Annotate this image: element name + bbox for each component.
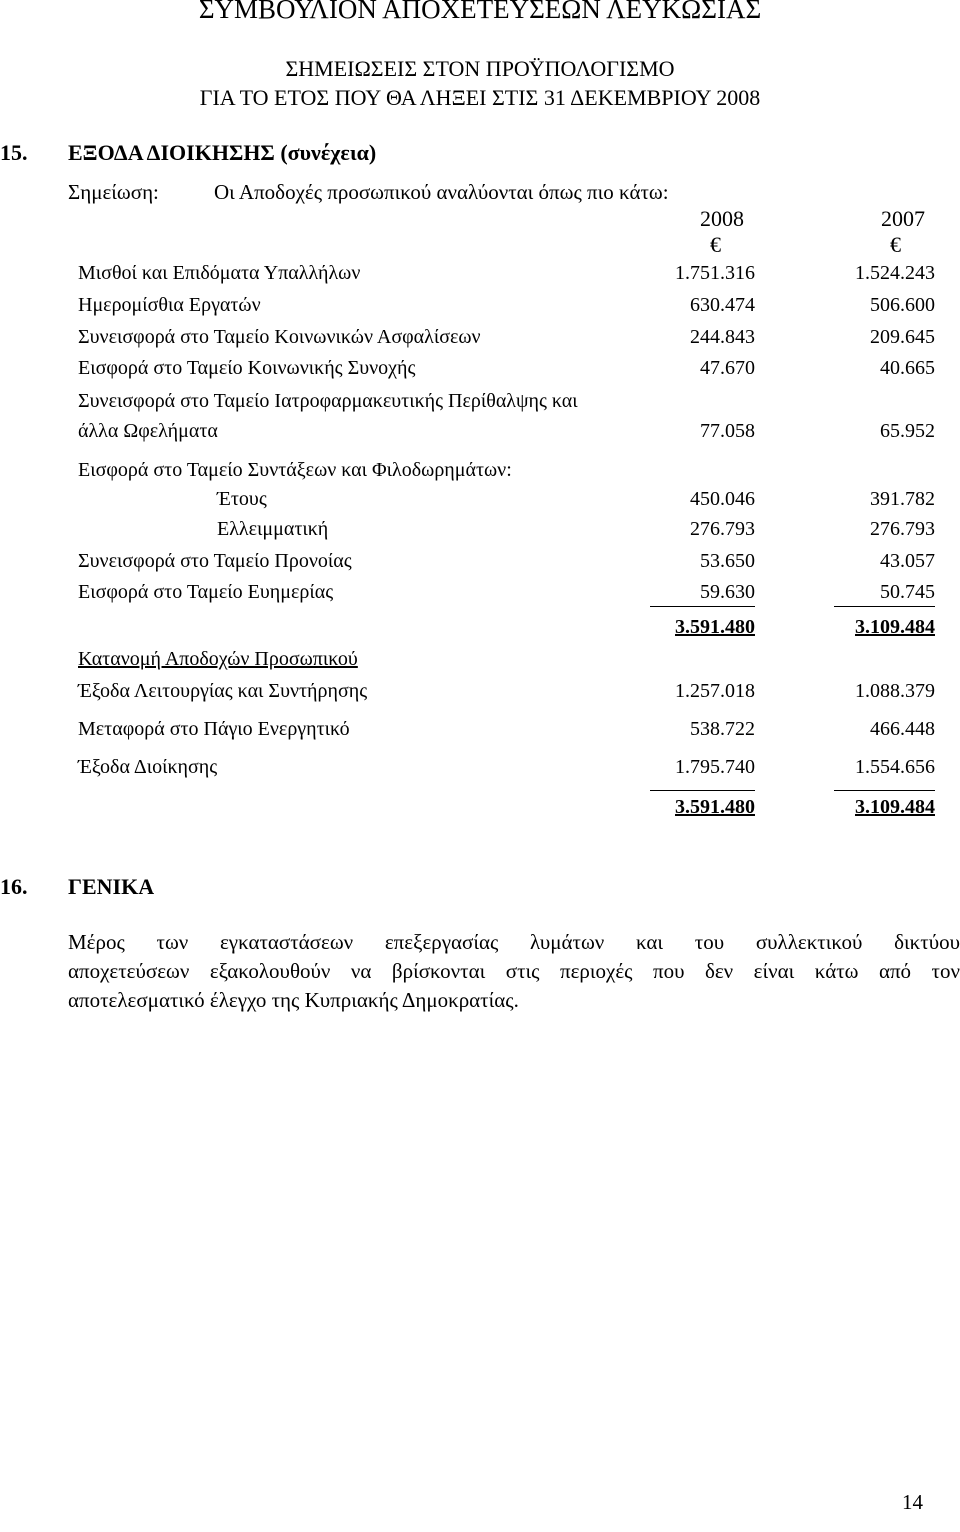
subtotal-rule-2007 (834, 606, 935, 607)
page-number: 14 (902, 1490, 923, 1514)
total-rule-2007 (834, 790, 935, 791)
row-value-2008: 53.650 (700, 550, 755, 572)
row-value-2008: 450.046 (690, 488, 755, 510)
general-paragraph (68, 928, 960, 1015)
note-label: Σημείωση: (68, 180, 159, 204)
allocation-title: Κατανομή Αποδοχών Προσωπικού (78, 648, 358, 670)
currency-2008: € (710, 232, 721, 257)
subtotal-rule-2008 (650, 606, 755, 607)
paragraph-line-1: Μέρος των εγκαταστάσεων επεξεργασίας λυμάτων και του συλλεκτικού δικτύου (68, 930, 960, 954)
allocation-value-2007: 1.088.379 (855, 680, 935, 702)
section-15-number: 15. (0, 140, 28, 165)
row-value-2008: 1.751.316 (675, 262, 755, 284)
row-value-2007: 1.524.243 (855, 262, 935, 284)
allocation-value-2007: 1.554.656 (855, 756, 935, 778)
row-label: Συνεισφορά στο Ταμείο Προνοίας (78, 550, 352, 572)
paragraph-line-2: αποχετεύσεων εξακολουθούν να βρίσκονται στις περιοχές που δεν είναι κάτω από τον (68, 959, 960, 983)
organization-title: ΣΥΜΒΟΥΛΙΟΝ ΑΠΟΧΕΤΕΥΣΕΩΝ ΛΕΥΚΩΣΙΑΣ (198, 0, 762, 24)
section-16-title: ΓΕΝΙΚΑ (68, 874, 155, 899)
grand-total-2007: 3.109.484 (855, 796, 935, 818)
row-label: Εισφορά στο Ταμείο Κοινωνικής Συνοχής (78, 357, 416, 379)
paragraph-line-3: αποτελεσματικό έλεγχο της Κυπριακής Δημοκρατίας. (68, 988, 519, 1012)
row-value-2008: 47.670 (700, 357, 755, 379)
total-2007: 3.109.484 (855, 616, 935, 638)
row-value-2007: 506.600 (870, 294, 935, 316)
row-label: Εισφορά στο Ταμείο Συντάξεων και Φιλοδωρημάτων: (78, 459, 512, 481)
allocation-label: Έξοδα Διοίκησης (78, 756, 218, 778)
row-label: Μισθοί και Επιδόματα Υπαλλήλων (78, 262, 361, 284)
year-2007-header: 2007 (881, 206, 925, 231)
allocation-value-2008: 538.722 (690, 718, 755, 740)
row-value-2008: 276.793 (690, 518, 755, 540)
row-value-2008: 630.474 (690, 294, 755, 316)
row-value-2007: 43.057 (880, 550, 935, 572)
allocation-label: Έξοδα Λειτουργίας και Συντήρησης (78, 680, 368, 702)
row-label: Ημερομίσθια Εργατών (78, 294, 261, 316)
section-15-title: ΕΞΟΔΑ ΔΙΟΙΚΗΣΗΣ (συνέχεια) (68, 140, 377, 165)
row-value-2008: 59.630 (700, 581, 755, 603)
row-value-2008: 77.058 (700, 420, 755, 442)
section-16-number: 16. (0, 874, 28, 899)
allocation-value-2008: 1.257.018 (675, 680, 755, 702)
row-label: άλλα Ωφελήματα (78, 420, 218, 442)
year-2008-header: 2008 (700, 206, 744, 231)
allocation-label: Μεταφορά στο Πάγιο Ενεργητικό (78, 718, 350, 740)
header-line-2: ΓΙΑ ΤΟ ΕΤΟΣ ΠΟΥ ΘΑ ΛΗΞΕΙ ΣΤΙΣ 31 ΔΕΚΕΜΒΡΙΟΥ 2008 (199, 85, 761, 110)
total-2008: 3.591.480 (675, 616, 755, 638)
currency-2007: € (890, 232, 901, 257)
row-label: Έτους (217, 488, 267, 510)
row-value-2007: 391.782 (870, 488, 935, 510)
row-label: Εισφορά στο Ταμείο Ευημερίας (78, 581, 334, 603)
header-line-1: ΣΗΜΕΙΩΣΕΙΣ ΣΤΟΝ ΠΡΟΫΠΟΛΟΓΙΣΜΟ (285, 56, 675, 81)
row-label: Συνεισφορά στο Ταμείο Ιατροφαρμακευτικής Περίθαλψης και (78, 390, 578, 412)
row-value-2007: 65.952 (880, 420, 935, 442)
row-label: Ελλειμματική (217, 518, 329, 540)
row-label: Συνεισφορά στο Ταμείο Κοινωνικών Ασφαλίσεων (78, 326, 481, 348)
row-value-2007: 276.793 (870, 518, 935, 540)
total-rule-2008 (650, 790, 755, 791)
note-text: Οι Αποδοχές προσωπικού αναλύονται όπως πιο κάτω: (214, 180, 669, 204)
row-value-2007: 40.665 (880, 357, 935, 379)
allocation-value-2008: 1.795.740 (675, 756, 755, 778)
grand-total-2008: 3.591.480 (675, 796, 755, 818)
row-value-2008: 244.843 (690, 326, 755, 348)
row-value-2007: 209.645 (870, 326, 935, 348)
row-value-2007: 50.745 (880, 581, 935, 603)
allocation-value-2007: 466.448 (870, 718, 935, 740)
